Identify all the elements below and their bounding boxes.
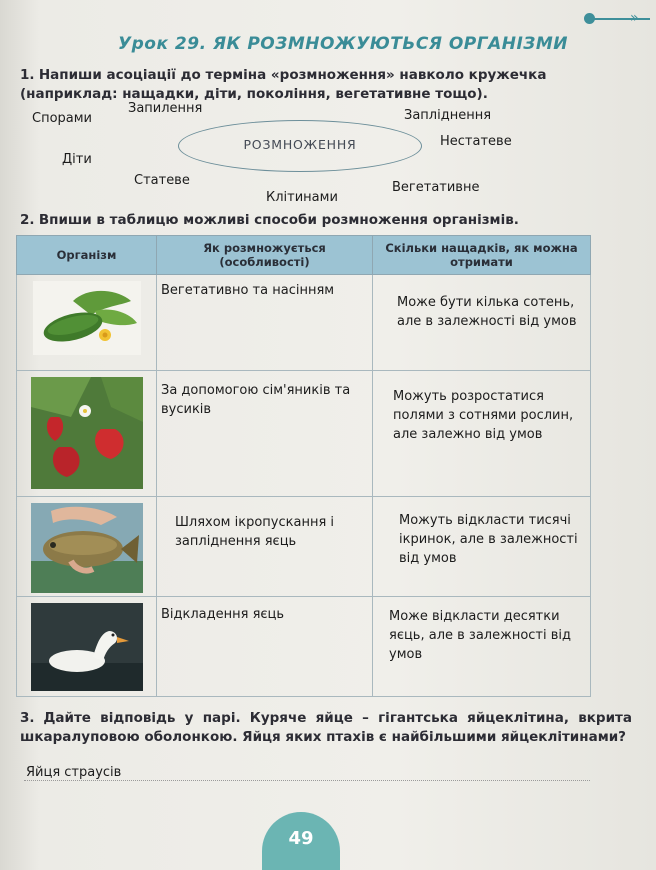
reproduction-table <box>16 235 591 697</box>
task3-answer: Яйця страусів <box>26 765 122 780</box>
count-text: Може відкласти десятки яєць, але в залежності від умов <box>389 609 572 662</box>
center-word: РОЗМНОЖЕННЯ <box>243 137 357 152</box>
organism-cell <box>17 371 157 497</box>
table-row <box>17 597 591 697</box>
organism-cell <box>17 497 157 597</box>
page-number: 49 <box>288 828 314 849</box>
fish-image <box>31 503 143 593</box>
how-text: За допомогою сім'яників та вусиків <box>161 383 351 417</box>
duck-image <box>31 603 143 691</box>
association-item: Спорами <box>32 111 93 126</box>
how-cell <box>157 275 373 371</box>
strawberry-image <box>31 377 143 489</box>
task3-text: Дайте відповідь у парі. Куряче яйце – гігантська яйцеклітина, вкрита шкаралуповою оболонкою. Яйця яких птахів є найбільшими яйцеклітинами? <box>20 710 632 745</box>
header-how: Як розмножується (особливості) <box>157 236 373 275</box>
how-text: Вегетативно та насінням <box>161 283 335 298</box>
association-item: Статеве <box>134 173 190 188</box>
organism-cell <box>17 597 157 697</box>
count-text: Може бути кілька сотень, але в залежності від умов <box>397 295 577 329</box>
lesson-title: Урок 29. ЯК РОЗМНОЖУЮТЬСЯ ОРГАНІЗМИ <box>118 34 569 54</box>
table-row <box>17 371 591 497</box>
count-text: Можуть відкласти тисячі ікринок, але в залежності від умов <box>399 513 578 566</box>
cucumber-image <box>33 281 141 355</box>
task2-text: Впиши в таблицю можливі способи розмноження організмів. <box>38 212 519 228</box>
count-cell <box>373 597 591 697</box>
how-cell <box>157 371 373 497</box>
association-item: Діти <box>62 152 92 167</box>
table-row <box>17 275 591 371</box>
organism-cell <box>17 275 157 371</box>
answer-line <box>24 780 590 781</box>
association-item: Нестатеве <box>440 134 512 149</box>
association-item: Клітинами <box>266 190 338 205</box>
header-count: Скільки нащадків, як можна отримати <box>373 236 591 275</box>
task1-number: 1. <box>20 67 35 83</box>
count-cell <box>373 497 591 597</box>
header-decor-line <box>588 18 650 20</box>
task2-number: 2. <box>20 212 35 228</box>
task2-prompt <box>20 211 632 230</box>
how-cell <box>157 597 373 697</box>
how-text: Шляхом ікропускання і запліднення яєць <box>175 515 335 549</box>
association-item: Вегетативне <box>392 180 480 195</box>
count-cell <box>373 275 591 371</box>
count-cell <box>373 371 591 497</box>
task1-text: Напиши асоціації до терміна «розмноження» навколо кружечка (наприклад: нащадки, діти, покоління, вегетативне тощо). <box>20 67 547 102</box>
task3-number: 3. <box>20 710 35 726</box>
association-item: Запилення <box>128 101 203 116</box>
header-decor-mark-icon: » <box>630 10 639 26</box>
table-header-row <box>17 236 591 275</box>
task3-prompt <box>20 709 632 747</box>
how-cell <box>157 497 373 597</box>
task1-prompt <box>20 66 632 104</box>
page-number-tab <box>262 812 340 870</box>
count-text: Можуть розростатися полями з сотнями рослин, але залежно від умов <box>393 389 574 442</box>
table-row <box>17 497 591 597</box>
how-text: Відкладення яєць <box>161 607 285 622</box>
association-item: Запліднення <box>404 108 492 123</box>
header-decor-dot <box>584 13 595 24</box>
header-organism: Організм <box>17 236 157 275</box>
